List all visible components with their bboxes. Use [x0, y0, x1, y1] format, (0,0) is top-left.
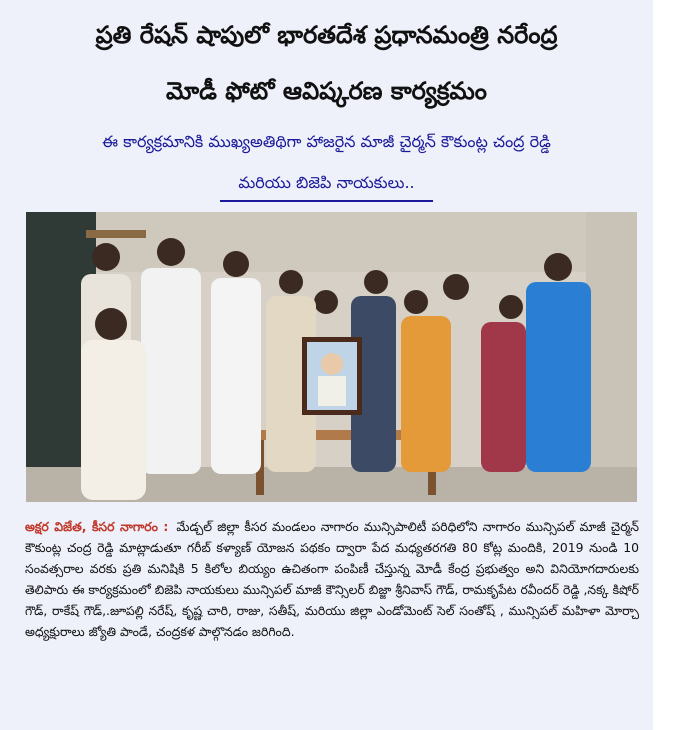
- byline: అక్షర విజేత, కీసర నాగారం :: [25, 519, 169, 534]
- headline-line-1: ప్రతి రేషన్ షాపులో భారతదేశ ప్రధానమంత్రి నరేంద్ర: [95, 21, 558, 49]
- subheading-underline: [220, 200, 433, 202]
- group-photo-illustration: [26, 212, 637, 502]
- headline-line-2: మోడీ ఫోటో ఆవిష్కరణ కార్యక్రమం: [166, 77, 487, 105]
- article-body: [25, 516, 639, 642]
- news-photo: [26, 212, 637, 502]
- subheading-line-1: ఈ కార్యక్రమానికి ముఖ్యఅతిథిగా హాజరైన మాజీ చైర్మన్ కౌకుంట్ల చంద్ర రెడ్డి: [102, 132, 551, 151]
- subheading-line-2: మరియు బిజెపి నాయకులు..: [238, 173, 415, 192]
- body-paragraph: మేడ్చల్ జిల్లా కీసర మండలం నాగారం మున్సిపాలిటీ పరిధిలోని నాగారం మున్సిపల్ మాజీ చైర్మన్ కౌకుంట్ల చంద్ర రెడ్డి మాట్లాడుతూ గరీబ్ కళ్యాణ్ యోజన పథకం ద్వారా పేద మధ్యతరగతి 80 కోట్ల మందికి, 2019 నుండి 10 సంవత్సరాల వరకు ప్రతి మనిషికి 5 కిలోల బియ్యం ఉచితంగా పంపిణీ చేస్తున్న మోడీ కేంద్ర ప్రభుత్వం అని వినియోగదారులకు తెలిపారు ఈ కార్యక్రమంలో బిజెపి నాయకులు మున్సిపల్ మాజీ కౌన్సిలర్ బిజ్జా శ్రీనివాస్ గౌడ్, రామకృపేట రవీందర్ రెడ్డి ,నక్క కిషోర్ గౌడ్, రాకేష్ గౌడ్,.జూపల్లి నరేష్, కృష్ణ చారి, రాజు, సతీష్, మరియు జిల్లా ఎండోమెంట్ సెల్ సంతోష్ , మున్సిపల్ మహిళా మోర్చా అధ్యక్షురాలు జ్యోతి పాండే, చంద్రకళ పాల్గొనడం జరిగింది.: [25, 519, 639, 639]
